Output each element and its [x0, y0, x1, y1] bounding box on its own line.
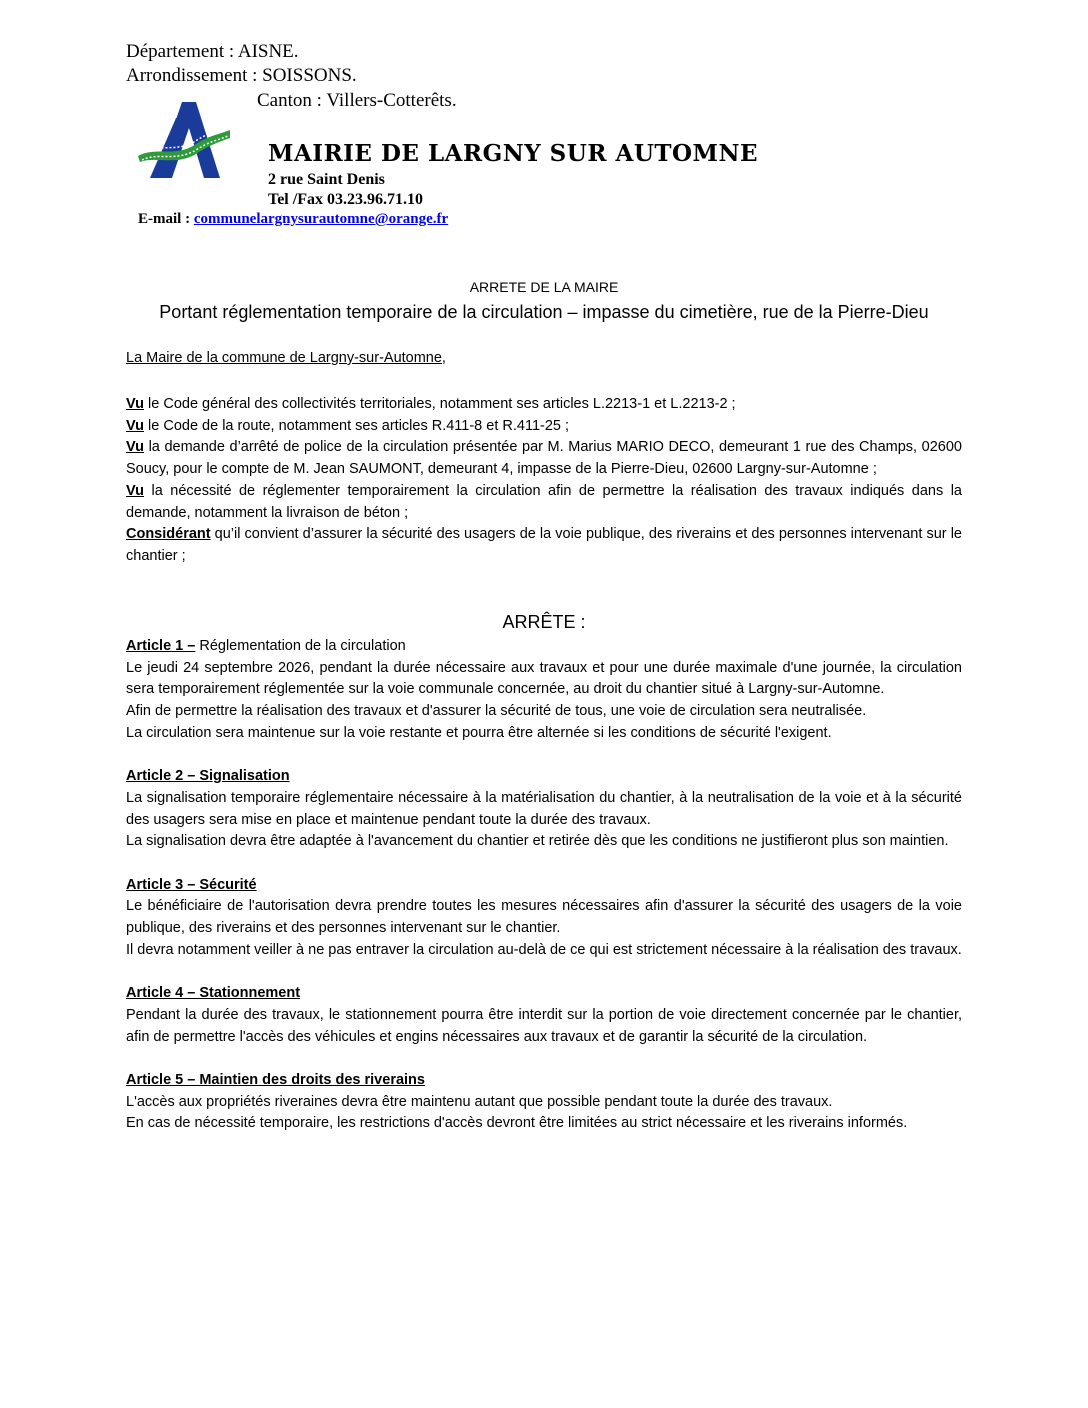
article-paragraph: Afin de permettre la réalisation des travaux et d'assurer la sécurité de tous, une voie de circulation sera neutralisée. — [126, 703, 867, 720]
consideration-item: Vu le Code de la route, notamment ses articles R.411-8 et R.411-25 ; — [126, 417, 570, 434]
departement-line: Département : AISNE. — [126, 41, 299, 62]
arrete-subject: Portant réglementation temporaire de la circulation – impasse du cimetière, rue de la Pierre-Dieu — [159, 302, 929, 322]
article-paragraph: En cas de nécessité temporaire, les restrictions d'accès devront être limitées au strict nécessaire et les riverains informés. — [126, 1115, 908, 1132]
consideration-item: Vu la nécessité de réglementer temporairement la circulation afin de permettre la réalisation des travaux indiqués dans la demande, notamment la livraison de béton ; — [126, 482, 962, 521]
consideration-item: Vu le Code général des collectivités territoriales, notamment ses articles L.2213-1 et L.2213-2 ; — [126, 396, 736, 412]
mairie-tel: Tel /Fax 03.23.96.71.10 — [268, 191, 423, 208]
article-5-heading: Article 5 – Maintien des droits des riverains — [126, 1072, 425, 1088]
mairie-address: 2 rue Saint Denis — [268, 171, 385, 188]
article-paragraph: Le bénéficiaire de l'autorisation devra prendre toutes les mesures nécessaires afin d'assurer la sécurité des usagers de la voie publique, des riverains et des personnes intervenant sur le chantier. — [126, 898, 962, 937]
arrondissement-line: Arrondissement : SOISSONS. — [126, 65, 357, 86]
article-3-heading: Article 3 – Sécurité — [126, 876, 257, 893]
logo-a-icon — [136, 100, 232, 182]
arrete-heading: ARRETE DE LA MAIRE — [469, 279, 619, 295]
article-paragraph: La signalisation temporaire réglementaire nécessaire à la matérialisation du chantier, à la neutralisation de la voie et à la sécurité des usagers sera mise en place et maintenue pendant toute la durée des travaux. — [126, 789, 962, 828]
article-1-heading: Article 1 – Réglementation de la circulation — [126, 638, 406, 654]
arrete-title: ARRÊTE : — [502, 612, 586, 632]
article-paragraph: L'accès aux propriétés riveraines devra être maintenu autant que possible pendant toute la durée des travaux. — [126, 1093, 833, 1110]
email-label: E-mail : — [138, 211, 191, 227]
article-2-heading: Article 2 – Signalisation — [126, 768, 290, 785]
considerations-block — [126, 394, 962, 568]
mairie-logo — [136, 100, 232, 182]
article-paragraph: Il devra notamment veiller à ne pas entraver la circulation au-delà de ce qui est strictement nécessaire à la réalisation des travaux. — [126, 941, 962, 958]
email-link[interactable]: communelargnysurautomne@orange.fr — [193, 211, 449, 227]
canton-line: Canton : Villers-Cotterêts. — [257, 90, 457, 111]
article-paragraph: Le jeudi 24 septembre 2026, pendant la durée nécessaire aux travaux et pour une durée maximale d'une journée, la circulation sera temporairement réglementée sur la voie communale concernée, au droit du chantier situé à Largny-sur-Automne. — [126, 659, 962, 698]
article-paragraph: Pendant la durée des travaux, le stationnement pourra être interdit sur la portion de voie directement concernée par le chantier, afin de permettre l'accès des véhicules et engins nécessaires aux travaux et de garantir la sécurité de la circulation. — [126, 1006, 962, 1045]
articles-block — [126, 636, 962, 1135]
email-line — [138, 211, 448, 228]
lead-line: La Maire de la commune de Largny-sur-Automne, — [126, 350, 446, 366]
consideration-item: Vu la demande d’arrêté de police de la circulation présentée par M. Marius MARIO DECO, demeurant 1 rue des Champs, 02600 Soucy, pour le compte de M. Jean SAUMONT, demeurant 4, impasse de la Pierre-Dieu, 02600 Largny-sur-Automne ; — [126, 439, 962, 478]
article-paragraph: La circulation sera maintenue sur la voie restante et pourra être alternée si les conditions de sécurité l'exigent. — [126, 724, 832, 741]
article-4-heading: Article 4 – Stationnement — [126, 985, 301, 1002]
consideration-item: Considérant qu’il convient d’assurer la sécurité des usagers de la voie publique, des riverains et des personnes intervenant sur le chantier ; — [126, 526, 962, 564]
mairie-name: MAIRIE DE LARGNY SUR AUTOMNE — [268, 140, 759, 167]
article-paragraph: La signalisation devra être adaptée à l'avancement du chantier et retirée dès que les conditions ne justifieront plus son maintien. — [126, 833, 949, 850]
